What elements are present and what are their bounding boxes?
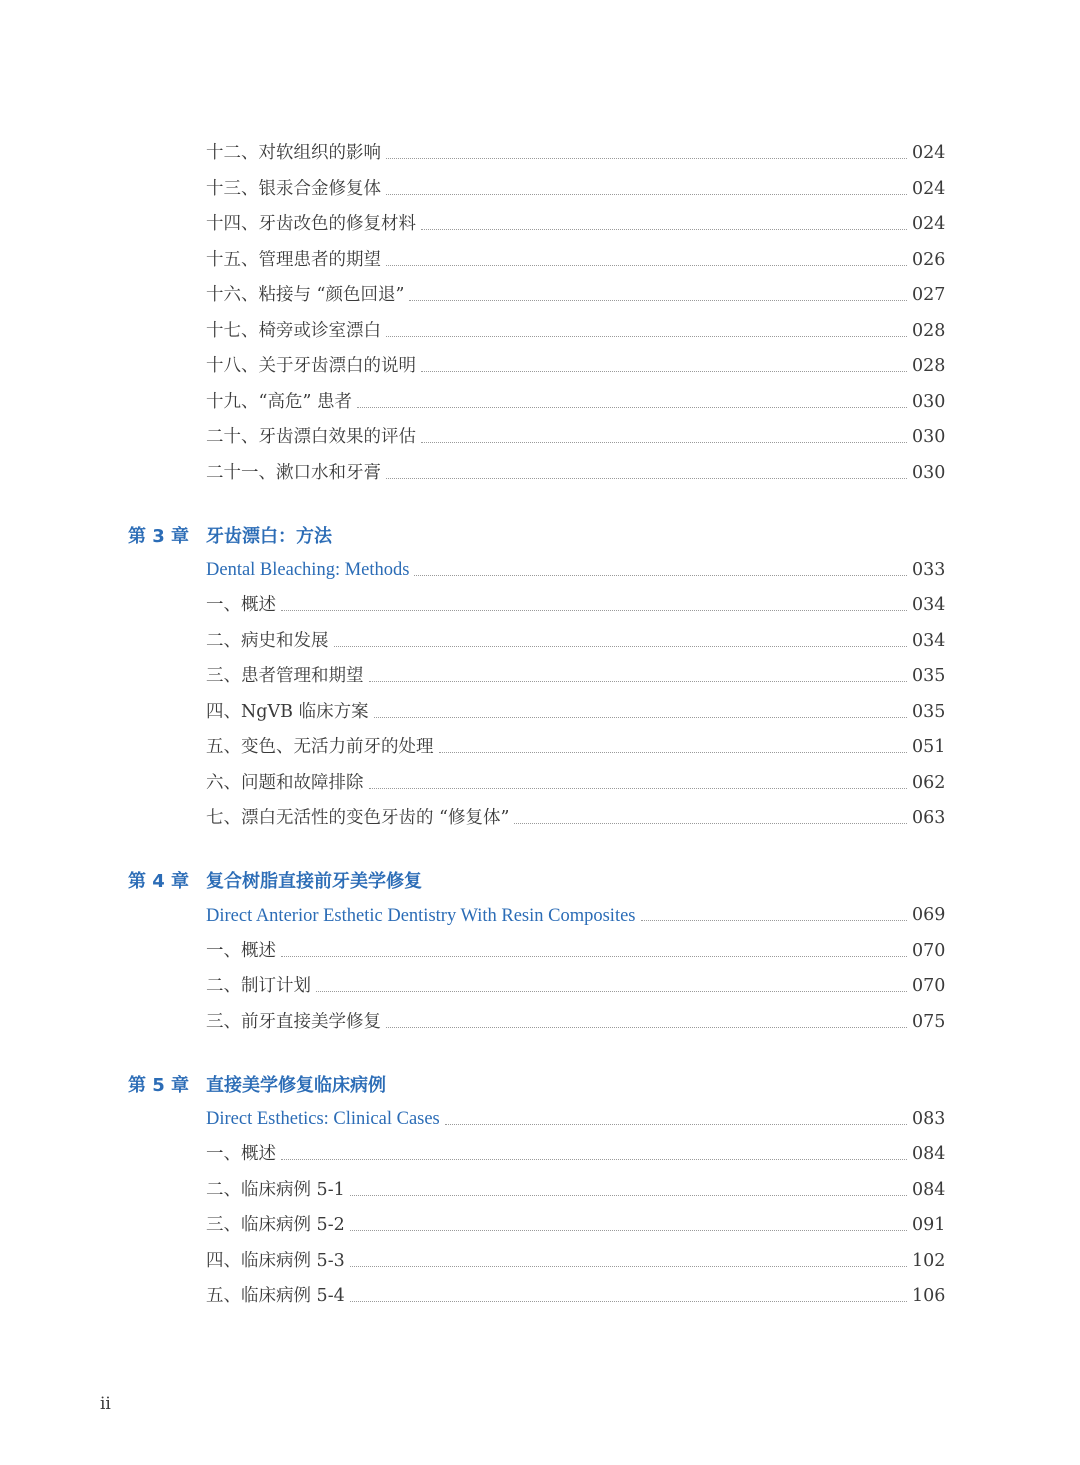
toc-entry-page: 084 [912,1179,946,1200]
toc-entry-page: 063 [912,808,946,828]
toc-entry-title: 二十、牙齿漂白效果的评估 [206,427,416,447]
toc-entry-page: 091 [912,1215,946,1235]
toc-entry-page: 030 [912,462,946,483]
toc-entry-page: 102 [912,1250,946,1271]
toc-entry-page: 033 [912,559,946,580]
toc-entry-title: 十五、管理患者的期望 [206,249,381,270]
toc-entry-page: 026 [912,249,946,270]
toc-entry-title: 三、前牙直接美学修复 [206,1011,381,1032]
toc-entry-title: 五、临床病例 5-4 [206,1286,345,1306]
toc-entry-title: 二十一、漱口水和牙膏 [206,462,381,483]
toc-entry-page: 030 [912,427,946,447]
toc-entry-page: 069 [912,905,946,925]
chapter-number: 第 5 章 [128,1074,190,1096]
toc-entry-page: 028 [912,356,946,376]
dot-leader [414,575,907,576]
dot-leader [421,442,907,443]
toc-entry[interactable] [206,730,946,766]
toc-entry-title: 二、临床病例 5-1 [206,1179,345,1200]
chapter-heading [0,1066,1080,1102]
dot-leader [386,1027,907,1028]
dot-leader [641,920,908,921]
toc-entry-title: 十三、银汞合金修复体 [206,178,381,199]
table-of-contents [0,136,1080,1315]
toc-entry[interactable] [206,934,946,970]
toc-entry-page: 070 [912,940,946,961]
toc-entry[interactable] [206,1173,946,1209]
dot-leader [350,1195,907,1196]
toc-entry-title: 十四、牙齿改色的修复材料 [206,214,416,234]
dot-leader [350,1230,907,1231]
toc-entry-english-title[interactable] [206,1102,946,1138]
toc-entry-title: 六、问题和故障排除 [206,772,364,793]
toc-entry-title: 四、临床病例 5-3 [206,1250,345,1271]
toc-entry-page: 070 [912,976,946,996]
toc-entry[interactable] [206,385,946,421]
toc-entry-page: 083 [912,1108,946,1129]
toc-entry-english-title[interactable] [206,898,946,934]
toc-entry-title: Dental Bleaching: Methods [206,560,410,580]
dot-leader [374,717,907,718]
toc-entry[interactable] [206,1279,946,1315]
toc-entry-page: 106 [912,1286,946,1306]
chapter-heading [0,517,1080,553]
toc-entry-page: 024 [912,143,946,163]
toc-entry-title: 十二、对软组织的影响 [206,143,381,163]
toc-entry-page: 027 [912,285,946,305]
toc-entry[interactable] [206,1208,946,1244]
toc-entry-title: 一、概述 [206,1144,276,1164]
toc-entry-page: 075 [912,1011,946,1032]
dot-leader [439,752,908,753]
toc-entry-page: 035 [912,666,946,686]
toc-entry[interactable] [206,969,946,1005]
dot-leader [281,956,907,957]
toc-entry-title: 十六、粘接与 “颜色回退” [206,285,405,305]
toc-entry[interactable] [206,136,946,172]
dot-leader [350,1301,907,1302]
toc-entry[interactable] [206,659,946,695]
toc-entry[interactable] [206,314,946,350]
toc-entry-page: 030 [912,391,946,412]
dot-leader [386,478,907,479]
toc-entry[interactable] [206,456,946,492]
toc-entry-title: Direct Esthetics: Clinical Cases [206,1109,440,1129]
toc-entry-title: 三、临床病例 5-2 [206,1215,345,1235]
dot-leader [334,646,908,647]
toc-entry-page: 062 [912,772,946,793]
toc-entry-page: 024 [912,178,946,199]
dot-leader [369,681,908,682]
toc-entry[interactable] [206,766,946,802]
toc-entry[interactable] [206,1005,946,1041]
toc-entry-title: 二、制订计划 [206,976,311,996]
chapter-title: 直接美学修复临床病例 [206,1074,386,1096]
toc-entry-page: 035 [912,701,946,722]
toc-entry-english-title[interactable] [206,553,946,589]
dot-leader [386,158,907,159]
toc-entry-title: Direct Anterior Esthetic Dentistry With Resin Composites [206,905,636,926]
chapter-number: 第 3 章 [128,525,190,547]
toc-entry-title: 一、概述 [206,940,276,961]
toc-entry[interactable] [206,172,946,208]
toc-entry-page: 034 [912,595,946,615]
dot-leader [421,229,907,230]
toc-entry-page: 024 [912,214,946,234]
toc-entry-title: 五、变色、无活力前牙的处理 [206,737,434,757]
toc-entry[interactable] [206,801,946,837]
toc-entry-title: 十八、关于牙齿漂白的说明 [206,356,416,376]
dot-leader [357,407,907,408]
toc-entry-page: 051 [912,737,946,757]
toc-entry-page: 084 [912,1144,946,1164]
dot-leader [386,194,907,195]
toc-entry-page: 028 [912,320,946,341]
toc-entry-title: 二、病史和发展 [206,630,329,651]
toc-entry[interactable] [206,1244,946,1280]
dot-leader [409,300,907,301]
dot-leader [350,1266,907,1267]
chapter-number: 第 4 章 [128,871,190,893]
chapter-heading [0,863,1080,899]
chapter-title: 牙齿漂白：方法 [206,525,332,547]
dot-leader [445,1124,907,1125]
toc-entry-title: 十九、“高危” 患者 [206,391,352,412]
toc-entry[interactable] [206,420,946,456]
toc-entry-title: 三、患者管理和期望 [206,666,364,686]
dot-leader [386,265,907,266]
toc-entry[interactable] [206,1137,946,1173]
toc-entry[interactable] [206,243,946,279]
page-folio: ii [100,1394,111,1414]
toc-entry[interactable] [206,207,946,243]
toc-entry[interactable] [206,349,946,385]
dot-leader [514,823,907,824]
chapter-title: 复合树脂直接前牙美学修复 [206,871,422,893]
toc-entry-title: 四、NgVB 临床方案 [206,701,369,722]
toc-entry[interactable] [206,588,946,624]
dot-leader [369,788,908,789]
toc-entry[interactable] [206,624,946,660]
dot-leader [281,610,907,611]
toc-entry-title: 十七、椅旁或诊室漂白 [206,320,381,341]
dot-leader [421,371,907,372]
dot-leader [281,1159,907,1160]
toc-entry-page: 034 [912,630,946,651]
toc-entry[interactable] [206,695,946,731]
dot-leader [316,991,907,992]
toc-entry-title: 一、概述 [206,595,276,615]
toc-entry-title: 七、漂白无活性的变色牙齿的 “修复体” [206,808,510,828]
toc-entry[interactable] [206,278,946,314]
dot-leader [386,336,907,337]
